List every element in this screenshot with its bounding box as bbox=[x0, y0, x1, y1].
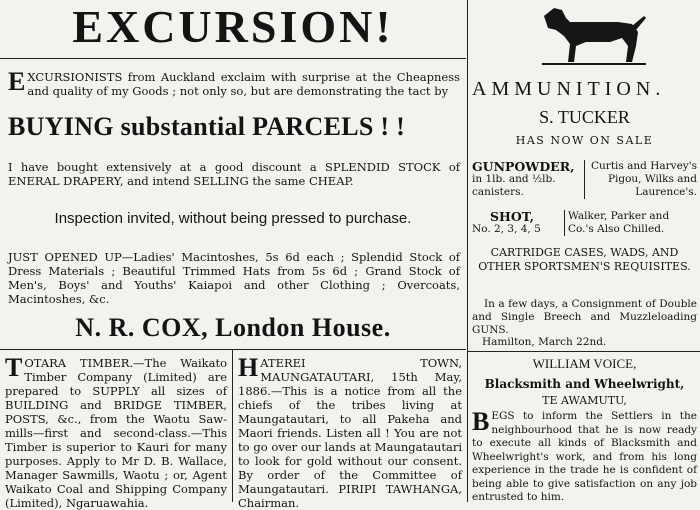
inspection-line: Inspection invited, without being pressed to purchase. bbox=[54, 210, 412, 227]
drop-cap: T bbox=[5, 353, 23, 382]
right-column bbox=[467, 0, 700, 502]
dog-icon bbox=[540, 2, 648, 68]
consignment-paragraph: In a few days, a Consignment of Double and Single Breech and Muzzleloading GUNS. bbox=[472, 298, 697, 336]
gunpowder-makers: Curtis and Harvey's Pigou, Wilks and Laurence's. bbox=[584, 160, 697, 199]
ammunition-title: AMMUNITION. bbox=[472, 78, 666, 100]
divider bbox=[468, 351, 700, 352]
voice-name: WILLIAM VOICE, bbox=[532, 356, 637, 371]
on-sale-line: HAS NOW ON SALE bbox=[515, 134, 654, 147]
shot-label: SHOT, bbox=[490, 209, 535, 224]
divider bbox=[0, 349, 466, 350]
column-divider bbox=[232, 350, 233, 502]
excursion-title: EXCURSION! bbox=[72, 1, 394, 52]
cartridge-line: CARTRIDGE CASES, WADS, AND OTHER SPORTSMEN'S REQUISITES. bbox=[478, 246, 691, 273]
shot-sub: No. 2, 3, 4, 5 bbox=[472, 223, 541, 235]
totara-notice: TOTARA TIMBER.—The Waikato Timber Company (Limited) are prepared to SUPPLY all sizes of BUILDING and BRIDGE TIMBER, POSTS, &c., from the Waotu Saw-mills—first and second-class.—This Timber is superior to Kauri for many purposes. Apply to Mr D. B. Wallace, Manager Sawmills, Waotu ; or, Agent Waikato Coal and Shipping Company (Limited), Ngaruawahia. bbox=[5, 353, 227, 510]
merchant-name: S. TUCKER bbox=[539, 107, 630, 127]
shot-block bbox=[472, 210, 562, 236]
shot-makers: Walker, Parker and Co.'s Also Chilled. bbox=[564, 210, 697, 236]
drop-cap: H bbox=[238, 353, 259, 382]
gunpowder-label: GUNPOWDER, bbox=[472, 159, 575, 174]
divider bbox=[0, 58, 466, 59]
just-opened-paragraph: JUST OPENED UP—Ladies' Macintoshes, 5s 6d each ; Splendid Stock of Dress Materials ; Beautiful Trimmed Hats from 5s 6d ; Grand Stock of Men's, Boys' and Youths' Kaiapoi and other Clothing ; Overcoats, Macintoshes, &c. bbox=[8, 250, 460, 306]
voice-town: TE AWAMUTU, bbox=[542, 394, 627, 407]
drop-cap: B bbox=[472, 407, 490, 436]
bought-paragraph: I have bought extensively at a good discount a SPLENDID STOCK of ENERAL DRAPERY, and intend SELLING the same CHEAP. bbox=[8, 160, 460, 188]
gunpowder-block bbox=[472, 160, 582, 199]
buying-headline: BUYING substantial PARCELS ! ! bbox=[8, 112, 406, 141]
voice-trade: Blacksmith and Wheelwright, bbox=[484, 377, 685, 391]
nrcox-signature: N. R. COX, London House. bbox=[75, 313, 391, 342]
drop-cap: E bbox=[8, 67, 26, 96]
haterei-notice: HATEREI TOWN, MAUNGATAUTARI, 15th May, 1886.—This is a notice from all the chiefs of the tribes living at Maungatautari, to all Pakeha and Maori friends. Listen all ! You are not to go over our lands at Maungatautari to look for gold without our consent. By order of the Committee of Maungatautari. PIRIPI TAWHANGA, Chairman. bbox=[238, 353, 462, 510]
dateline: Hamilton, March 22nd. bbox=[482, 336, 607, 348]
intro-paragraph: EXCURSIONISTS from Auckland exclaim with surprise at the Cheapness and quality of my Goods ; not only so, but are demonstrating the tact by bbox=[8, 67, 460, 98]
gunpowder-sub: in 1lb. and ½lb. canisters. bbox=[472, 173, 556, 198]
voice-paragraph: BEGS to inform the Settlers in the neighbourhood that he is now ready to execute all kinds of Blacksmith and Wheelwright's work, and from his long experience in the trade he is confident of being able to give satisfaction on any job entrusted to him. bbox=[472, 407, 697, 503]
